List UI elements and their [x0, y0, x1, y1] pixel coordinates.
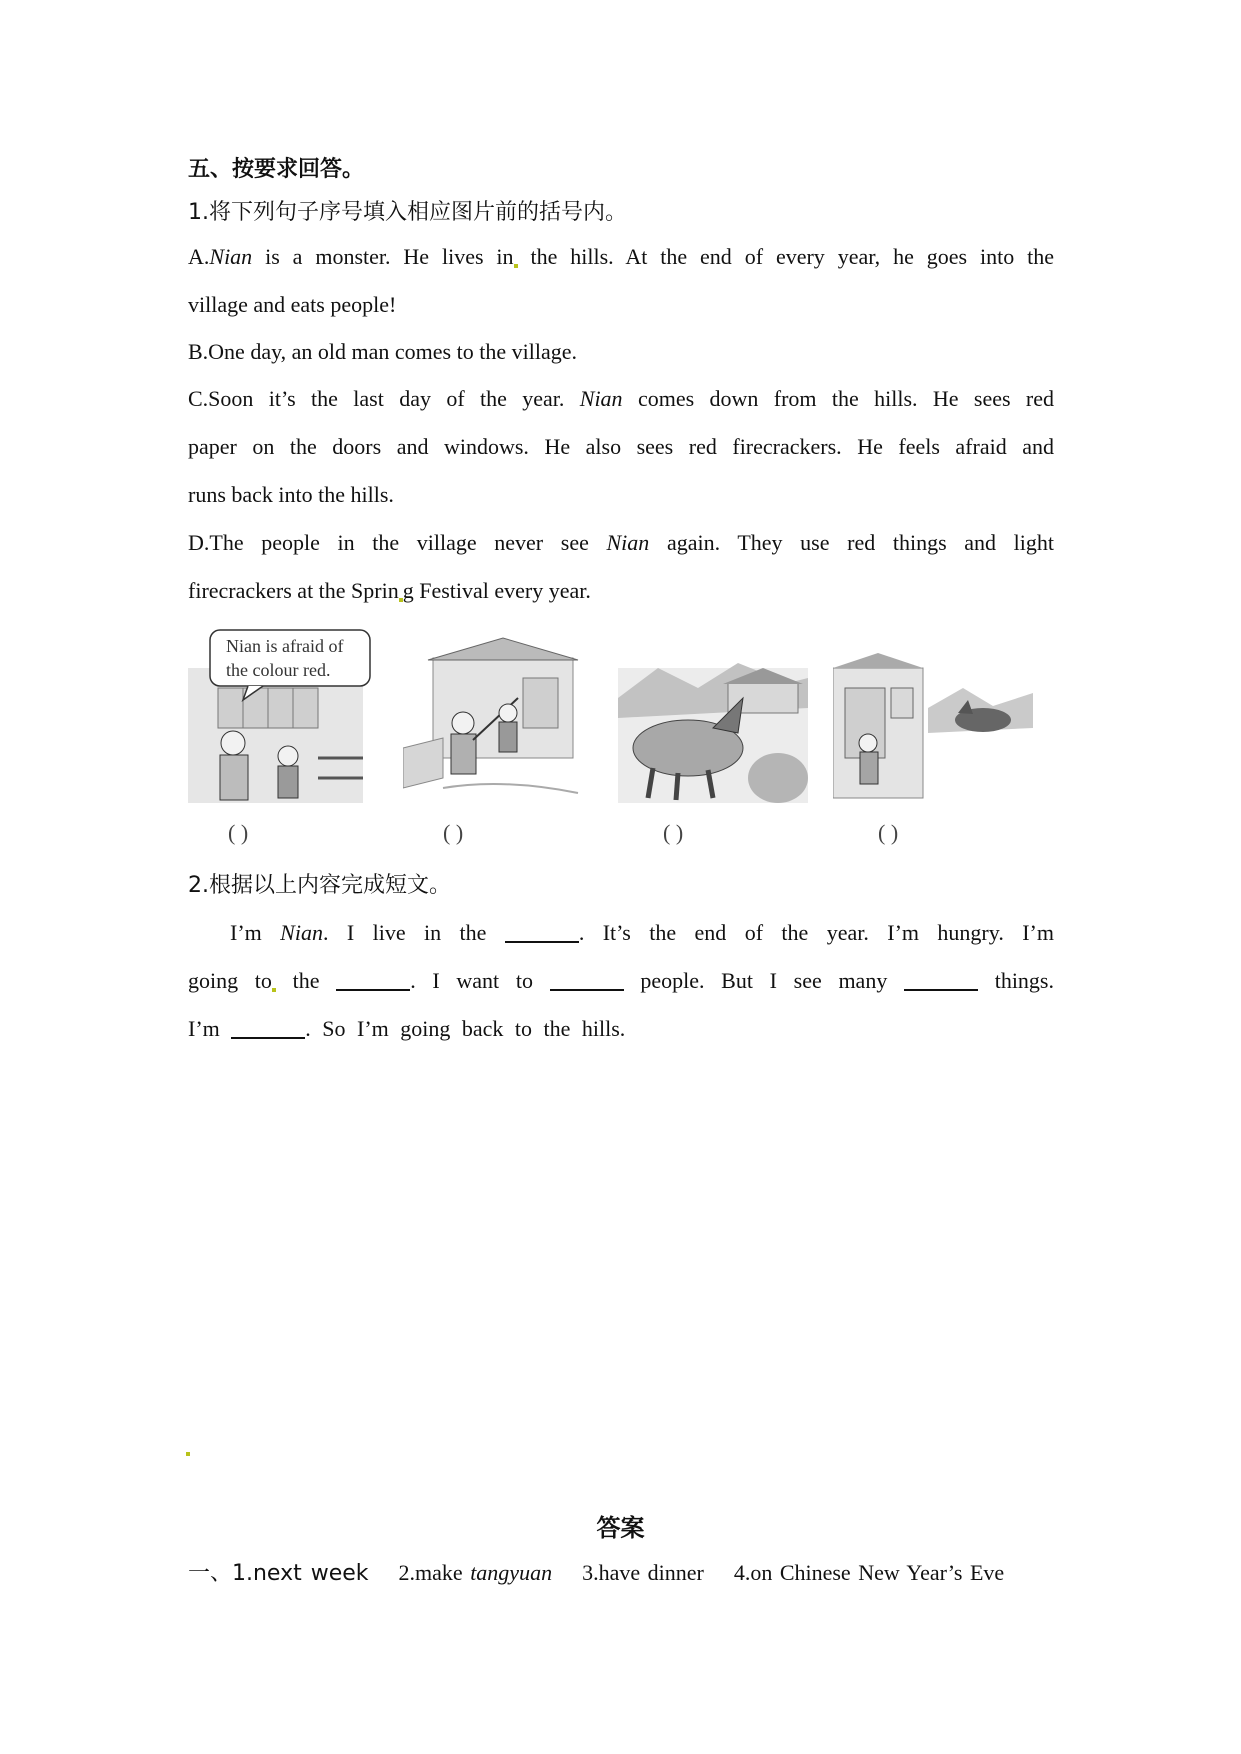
passage-line1: I’m Nian. I live in the . It’s the end of the year. I’m hungry. I’m: [230, 920, 1054, 945]
marker-dot: [186, 1452, 190, 1456]
answer-line: 一、1.next week 2.make tangyuan 3.have dinner 4.on Chinese New Year’s Eve: [188, 1560, 1005, 1586]
picture-child-at-door: [833, 628, 1033, 806]
blank-3[interactable]: [550, 967, 624, 991]
sentence-a-line1: A.Nian is a monster. He lives in the hills. At the end of every year, he goes into the: [188, 244, 1054, 269]
blank-2[interactable]: [336, 967, 410, 991]
passage-line3: I’m . So I’m going back to the hills.: [188, 1016, 626, 1041]
sentence-b: B.One day, an old man comes to the village.: [188, 339, 577, 364]
sentence-c-line2: paper on the doors and windows. He also sees red firecrackers. He feels afraid and: [188, 434, 1054, 459]
sentence-d-line2: firecrackers at the Sprin g Festival every year.: [188, 578, 591, 603]
q1-instruction: 1.将下列句子序号填入相应图片前的括号内。: [188, 200, 627, 225]
sentence-a-line2: village and eats people!: [188, 292, 397, 317]
sentence-d-line1: D.The people in the village never see Nian again. They use red things and light: [188, 530, 1054, 555]
answer-bracket-2[interactable]: ( ): [443, 820, 464, 845]
picture-firecrackers: [403, 628, 583, 806]
bubble-text-line1: Nian is afraid of: [226, 636, 344, 656]
sentence-c-line1: C.Soon it’s the last day of the year. Nian comes down from the hills. He sees red: [188, 386, 1055, 411]
blank-1[interactable]: [505, 919, 579, 943]
answer-bracket-1[interactable]: ( ): [228, 820, 249, 845]
section-title: 五、按要求回答。: [188, 157, 365, 182]
illustration-strip: [188, 628, 1054, 850]
picture-nian-monster: [618, 628, 808, 806]
q2-instruction: 2.根据以上内容完成短文。: [188, 873, 451, 898]
picture-old-man: [188, 628, 373, 806]
answer-bracket-3[interactable]: ( ): [663, 820, 684, 845]
passage-line2: going to the . I want to people. But I see many things.: [188, 968, 1054, 993]
answer-bracket-4[interactable]: ( ): [878, 820, 899, 845]
blank-4[interactable]: [904, 967, 978, 991]
answer-title: 答案: [596, 1514, 645, 1542]
bubble-text-line2: the colour red.: [226, 660, 331, 680]
blank-5[interactable]: [231, 1015, 305, 1039]
sentence-c-line3: runs back into the hills.: [188, 482, 394, 507]
